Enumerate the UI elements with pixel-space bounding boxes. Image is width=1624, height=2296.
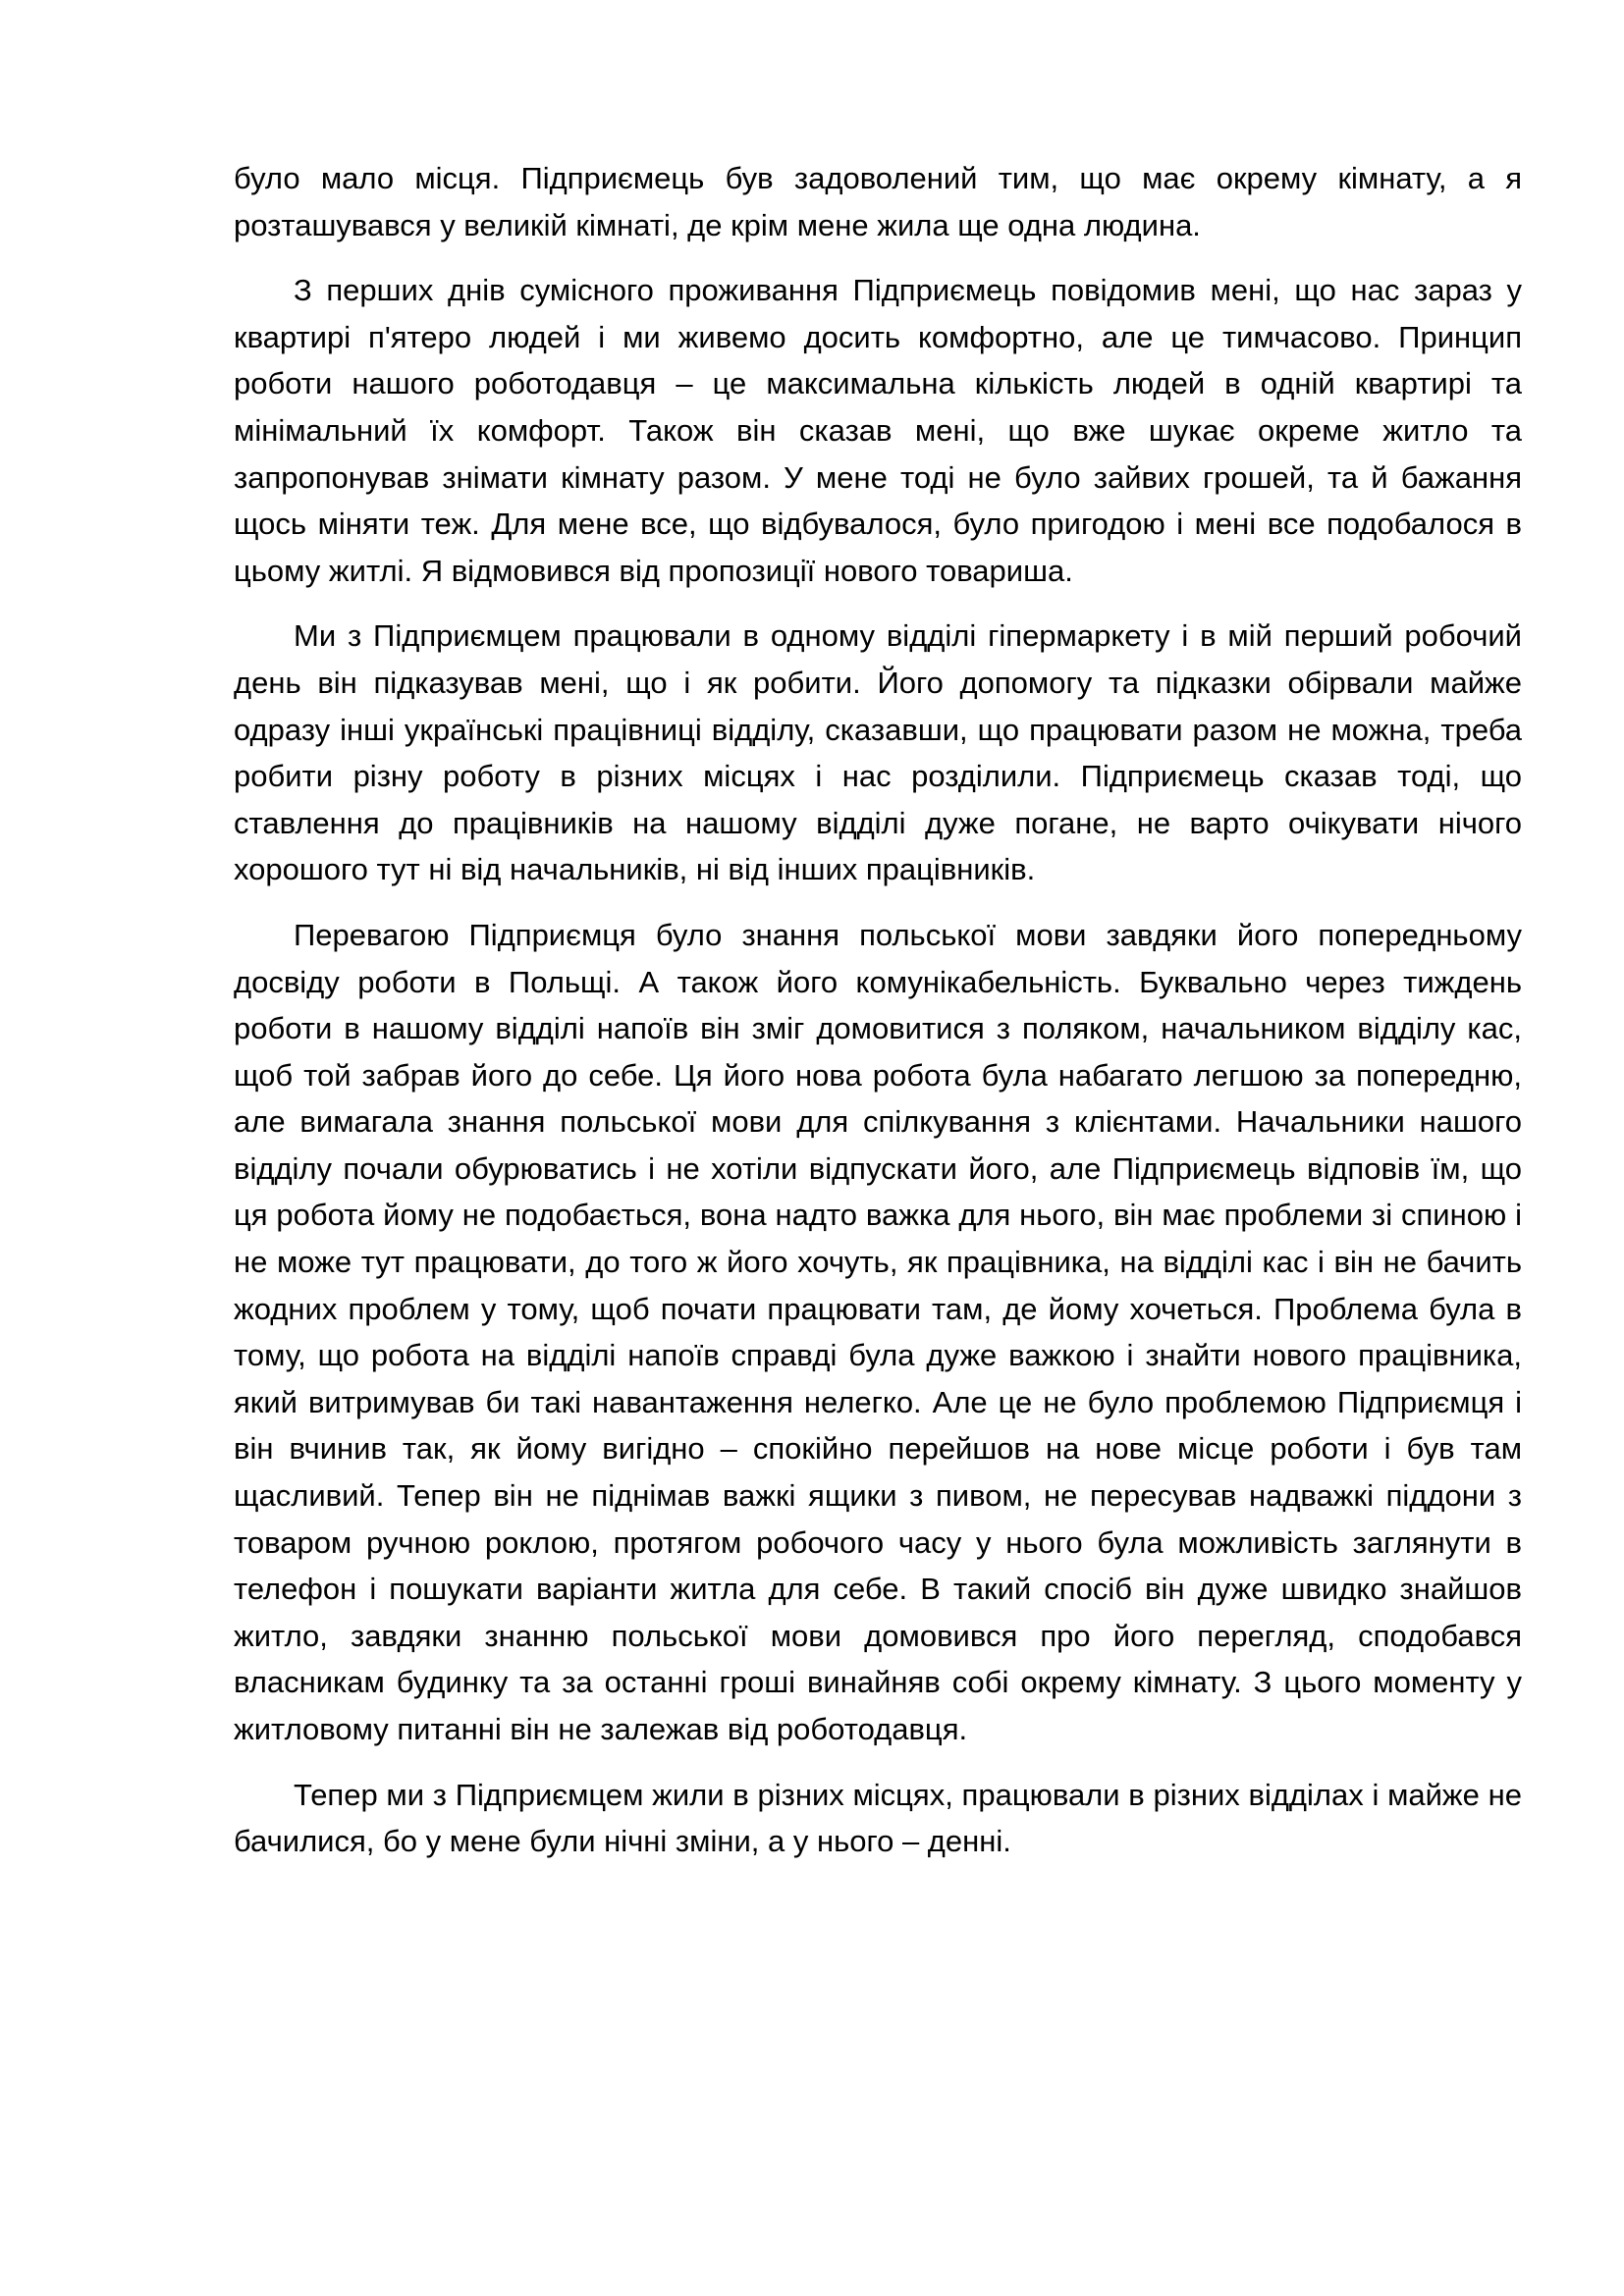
paragraph-1: було мало місця. Підприємець був задоволений тим, що має окрему кімнату, а я розташувався у великій кімнаті, де крім мене жила ще одна людина.: [234, 161, 1522, 242]
paragraph-3: Ми з Підприємцем працювали в одному відділі гіпермаркету і в мій перший робочий день він підказував мені, що і як робити. Його допомогу та підказки обірвали майже одразу інші українські працівниці відділу, сказавши, що працювати разом не можна, треба робити різну роботу в різних місцях і нас розділили. Підприємець сказав тоді, що ставлення до працівників на нашому відділі дуже погане, не варто очікувати нічого хорошого тут ні від начальників, ні від інших працівників.: [234, 618, 1522, 887]
paragraph-2: З перших днів сумісного проживання Підприємець повідомив мені, що нас зараз у квартирі п'ятеро людей і ми живемо досить комфортно, але це тимчасово. Принцип роботи нашого роботодавця – це максимальна кількість людей в одній квартирі та мінімальний їх комфорт. Також він сказав мені, що вже шукає окреме житло та запропонував знімати кімнату разом. У мене тоді не було зайвих грошей, та й бажання щось міняти теж. Для мене все, що відбувалося, було пригодою і мені все подобалося в цьому житлі. Я відмовився від пропозиції нового товариша.: [234, 273, 1522, 588]
document-body: [234, 155, 1522, 1884]
paragraph-5: Тепер ми з Підприємцем жили в різних місцях, працювали в різних відділах і майже не бачилися, бо у мене були нічні зміни, а у нього – денні.: [234, 1777, 1522, 1859]
paragraph-4: Перевагою Підприємця було знання польської мови завдяки його попередньому досвіду роботи в Польщі. А також його комунікабельність. Буквально через тиждень роботи в нашому відділі напоїв він зміг домовитися з поляком, начальником відділу кас, щоб той забрав його до себе. Ця його нова робота була набагато легшою за попередню, але вимагала знання польської мови для спілкування з клієнтами. Начальники нашого відділу почали обурюватись і не хотіли відпускати його, але Підприємець відповів їм, що ця робота йому не подобається, вона надто важка для нього, він має проблеми зі спиною і не може тут працювати, до того ж його хочуть, як працівника, на відділі кас і він не бачить жодних проблем у тому, щоб почати працювати там, де йому хочеться. Проблема була в тому, що робота на відділі напоїв справді була дуже важкою і знайти нового працівника, який витримував би такі навантаження нелегко. Але це не було проблемою Підприємця і він вчинив так, як йому вигідно – спокійно перейшов на нове місце роботи і був там щасливий. Тепер він не піднімав важкі ящики з пивом, не пересував надважкі піддони з товаром ручною роклою, протягом робочого часу у нього була можливість заглянути в телефон і пошукати варіанти житла для себе. В такий спосіб він дуже швидко знайшов житло, завдяки знанню польської мови домовився про його перегляд, сподобався власникам будинку та за останні гроші винайняв собі окрему кімнату. З цього моменту у житловому питанні він не залежав від роботодавця.: [234, 917, 1522, 1746]
